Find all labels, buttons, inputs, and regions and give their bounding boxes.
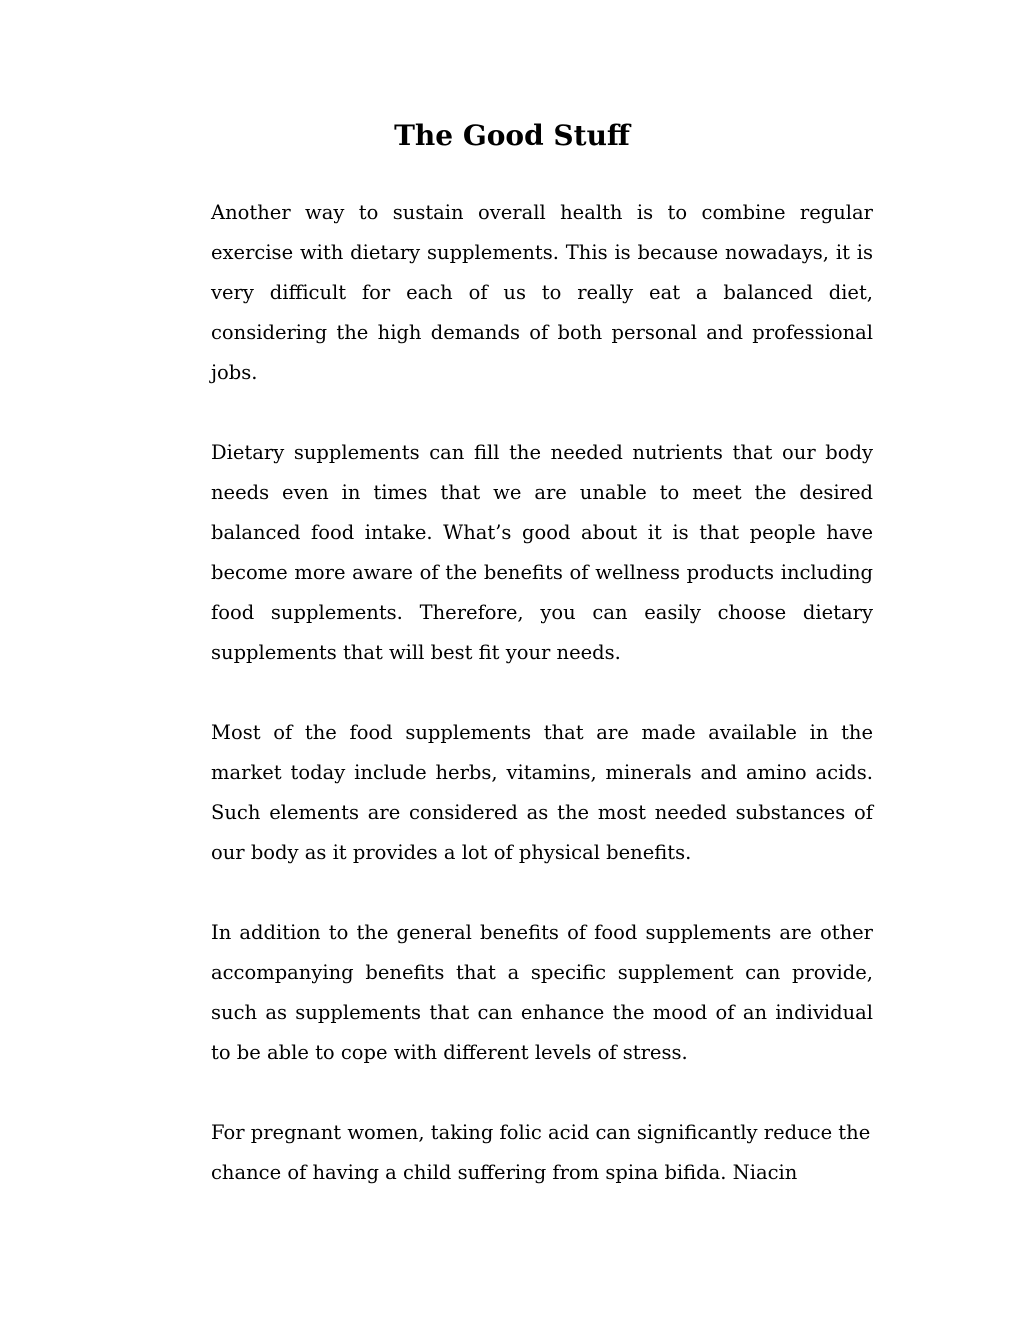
paragraph-5: For pregnant women, taking folic acid can significantly reduce the chance of having a child suffering from spina bifida. Niacin	[211, 1121, 871, 1184]
paragraph-2: Dietary supplements can fill the needed nutrients that our body needs even in times that we are unable to meet the desired balanced food intake. What’s good about it is that people have become more aware of the benefits of wellness products including food supplements. Therefore, you can easily choose dietary supplements that will best fit your needs.	[211, 441, 873, 664]
paragraph-4: In addition to the general benefits of food supplements are other accompanying benefits that a specific supplement can provide, such as supplements that can enhance the mood of an individual to be able to cope with different levels of stress.	[211, 921, 873, 1064]
paragraph-3: Most of the food supplements that are made available in the market today include herbs, vitamins, minerals and amino acids. Such elements are considered as the most needed substances of our body as it provides a lot of physical benefits.	[211, 721, 873, 864]
document-body	[211, 193, 873, 1193]
page-title: The Good Stuff	[394, 119, 630, 152]
paragraph-1: Another way to sustain overall health is to combine regular exercise with dietary supplements. This is because nowadays, it is very difficult for each of us to really eat a balanced diet, considering the high demands of both personal and professional jobs.	[211, 201, 873, 384]
